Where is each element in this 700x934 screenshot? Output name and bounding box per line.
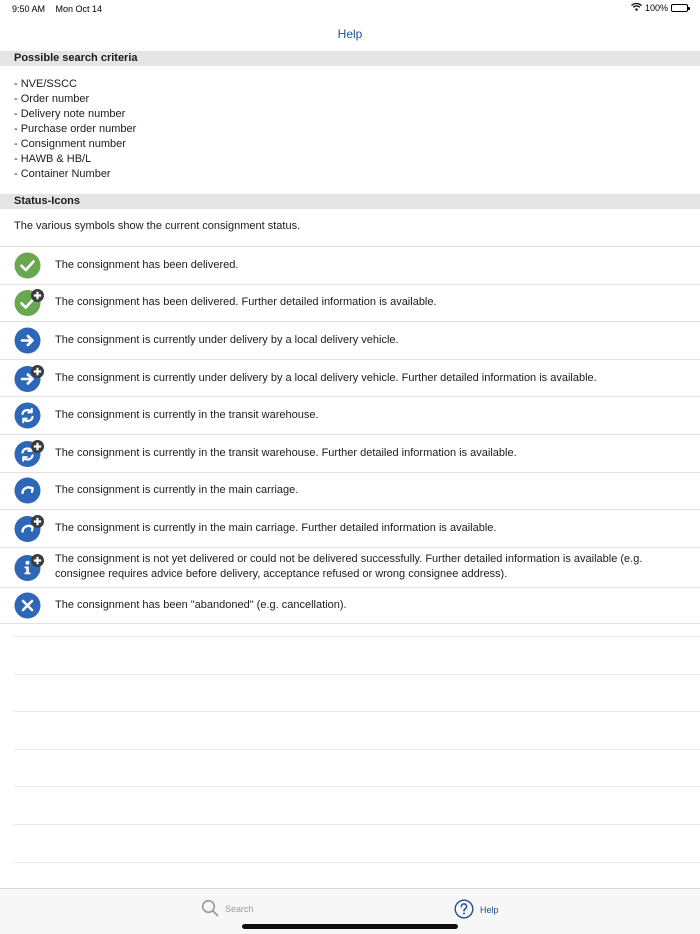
- page-title: Help: [337, 27, 363, 41]
- table-row: [0, 396, 700, 434]
- empty-row: [14, 824, 700, 862]
- empty-row: [14, 674, 700, 712]
- row-text: The consignment is currently in the main carriage.: [55, 484, 299, 497]
- home-indicator: [242, 924, 458, 929]
- main-carriage-icon: [14, 477, 41, 504]
- search-criteria-header: Possible search criteria: [0, 51, 700, 66]
- delivered-check-plus-icon: [14, 289, 41, 316]
- table-row: [0, 587, 700, 625]
- status-bar: [0, 0, 700, 18]
- local-delivery-arrow-icon: [14, 327, 41, 354]
- list-item: - Consignment number: [14, 138, 126, 150]
- transit-warehouse-icon: [14, 402, 41, 429]
- tab-search-label: Search: [225, 904, 254, 914]
- table-row: [0, 434, 700, 472]
- list-item: - Container Number: [14, 168, 111, 180]
- status-icons-intro: The various symbols show the current consignment status.: [14, 220, 301, 232]
- row-text: The consignment has been "abandoned" (e.g. cancellation).: [55, 599, 347, 612]
- status-time: 9:50 AM: [12, 4, 46, 14]
- row-text: The consignment is currently in the transit warehouse.: [55, 409, 319, 422]
- table-row: [0, 246, 700, 284]
- list-item: - Delivery note number: [14, 108, 126, 120]
- battery-icon: [671, 4, 688, 12]
- wifi-icon: [631, 3, 642, 13]
- search-icon: [201, 899, 219, 919]
- tab-help[interactable]: [454, 899, 499, 921]
- row-text: The consignment is currently under delivery by a local delivery vehicle.: [55, 333, 399, 346]
- table-row: [0, 284, 700, 322]
- list-item: - Order number: [14, 93, 90, 105]
- abandoned-x-icon: [14, 592, 41, 619]
- empty-row: [14, 786, 700, 824]
- table-row: [0, 321, 700, 359]
- search-criteria-list: [14, 77, 136, 182]
- table-row: [0, 359, 700, 397]
- main-carriage-plus-icon: [14, 515, 41, 542]
- delivered-check-icon: [14, 252, 41, 279]
- status-icon-list: [0, 246, 700, 624]
- empty-row: [14, 711, 700, 749]
- row-text: The consignment is currently in the main carriage. Further detailed information is available.: [55, 521, 497, 534]
- status-icons-header: Status-Icons: [0, 194, 700, 209]
- local-delivery-arrow-plus-icon: [14, 365, 41, 392]
- empty-row: [14, 749, 700, 787]
- tab-search[interactable]: [201, 899, 254, 919]
- status-date: Mon Oct 14: [55, 4, 103, 14]
- row-text: The consignment is not yet delivered or could not be delivered successfully. Further detailed information is available (e.g. consignee requires advice before delivery, acceptance refused or wrong consignee address).: [55, 553, 643, 581]
- row-text: The consignment is currently in the transit warehouse. Further detailed information is available.: [55, 446, 517, 459]
- transit-warehouse-plus-icon: [14, 440, 41, 467]
- row-text: The consignment has been delivered.: [55, 258, 239, 271]
- empty-row: [14, 636, 700, 674]
- not-delivered-info-plus-icon: [14, 554, 41, 581]
- row-text: The consignment has been delivered. Further detailed information is available.: [55, 296, 437, 309]
- table-row: [0, 509, 700, 547]
- list-item: - Purchase order number: [14, 123, 137, 135]
- table-row: [0, 547, 700, 587]
- battery-percent: 100%: [644, 3, 668, 13]
- help-icon: [454, 899, 474, 921]
- empty-table-rows: [14, 636, 700, 899]
- list-item: - HAWB & HB/L: [14, 153, 92, 165]
- table-row: [0, 472, 700, 510]
- list-item: - NVE/SSCC: [14, 78, 77, 90]
- navigation-bar: [0, 18, 700, 51]
- tab-help-label: Help: [480, 905, 499, 915]
- row-text: The consignment is currently under delivery by a local delivery vehicle. Further detailed information is available.: [55, 371, 597, 384]
